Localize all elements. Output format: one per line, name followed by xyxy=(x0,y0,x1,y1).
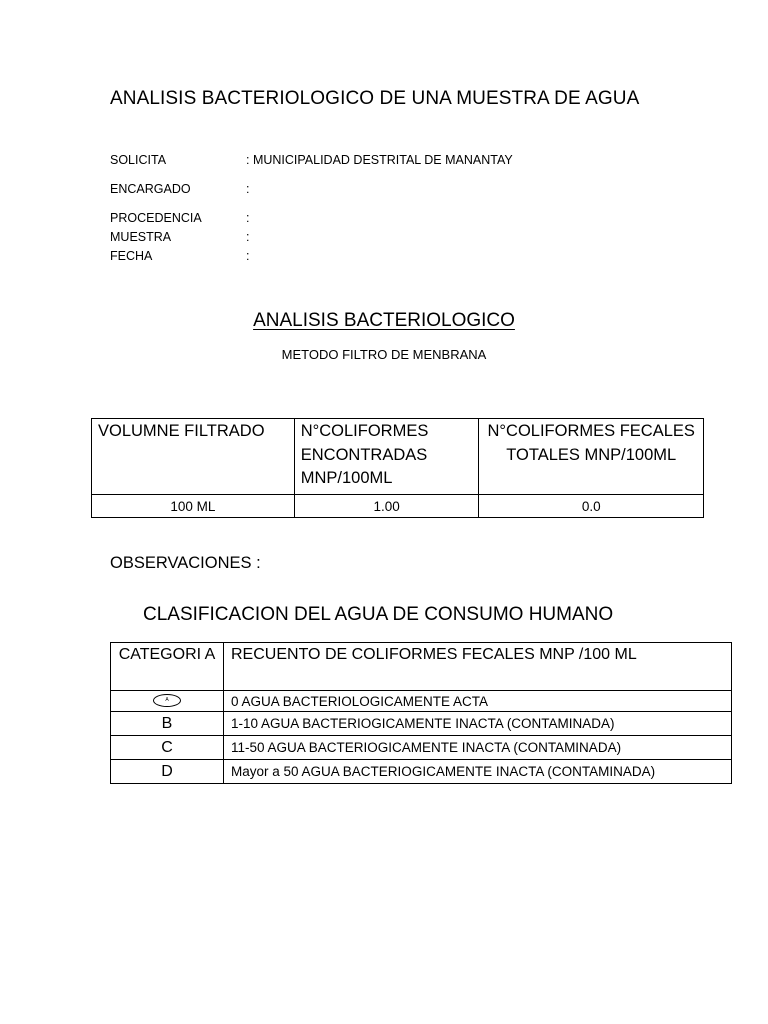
header-coliformes-encontradas: N°COLIFORMES ENCONTRADAS MNP/100ML xyxy=(294,419,479,495)
header-categoria: CATEGORI A xyxy=(111,643,224,691)
classification-table xyxy=(110,642,732,784)
category-a-cell xyxy=(111,691,224,712)
section-title-text: ANALISIS BACTERIOLOGICO xyxy=(253,310,515,331)
field-value: : xyxy=(246,230,250,244)
section-title xyxy=(0,310,768,332)
category-label: D xyxy=(111,760,224,784)
results-table xyxy=(91,418,704,518)
field-label: ENCARGADO xyxy=(110,182,191,196)
category-description: Mayor a 50 AGUA BACTERIOGICAMENTE INACTA (CONTAMINADA) xyxy=(224,760,732,784)
table-row xyxy=(111,736,732,760)
field-value: : xyxy=(246,211,250,225)
header-coliformes-fecales: N°COLIFORMES FECALES TOTALES MNP/100ML xyxy=(479,419,704,495)
field-label: FECHA xyxy=(110,249,153,263)
header-volumen-filtrado: VOLUMNE FILTRADO xyxy=(92,419,295,495)
results-header-row xyxy=(92,419,704,495)
classification-title: CLASIFICACION DEL AGUA DE CONSUMO HUMANO xyxy=(143,604,614,625)
method-subtitle: METODO FILTRO DE MENBRANA xyxy=(281,347,487,362)
category-description: 11-50 AGUA BACTERIOGICAMENTE INACTA (CONTAMINADA) xyxy=(224,736,732,760)
field-label: SOLICITA xyxy=(110,153,167,167)
document-title: ANALISIS BACTERIOLOGICO DE UNA MUESTRA DE AGUA xyxy=(110,88,640,109)
value-volumen: 100 ML xyxy=(92,495,295,518)
category-label: B xyxy=(111,712,224,736)
results-value-row xyxy=(92,495,704,518)
value-coliformes-encontradas: 1.00 xyxy=(294,495,479,518)
field-label: MUESTRA xyxy=(110,230,172,244)
field-value: : xyxy=(246,182,250,196)
category-description: 1-10 AGUA BACTERIOGICAMENTE INACTA (CONTAMINADA) xyxy=(224,712,732,736)
category-description: 0 AGUA BACTERIOLOGICAMENTE ACTA xyxy=(224,691,732,712)
field-value: : MUNICIPALIDAD DESTRITAL DE MANANTAY xyxy=(246,153,513,167)
table-row xyxy=(111,712,732,736)
category-a-oval: A xyxy=(153,694,181,707)
table-row xyxy=(111,760,732,784)
category-label: C xyxy=(111,736,224,760)
table-row xyxy=(111,691,732,712)
observations-label: OBSERVACIONES : xyxy=(110,554,261,572)
header-recuento: RECUENTO DE COLIFORMES FECALES MNP /100 ML xyxy=(224,643,732,691)
field-label: PROCEDENCIA xyxy=(110,211,202,225)
field-value: : xyxy=(246,249,250,263)
value-coliformes-fecales: 0.0 xyxy=(479,495,704,518)
classification-header-row xyxy=(111,643,732,691)
